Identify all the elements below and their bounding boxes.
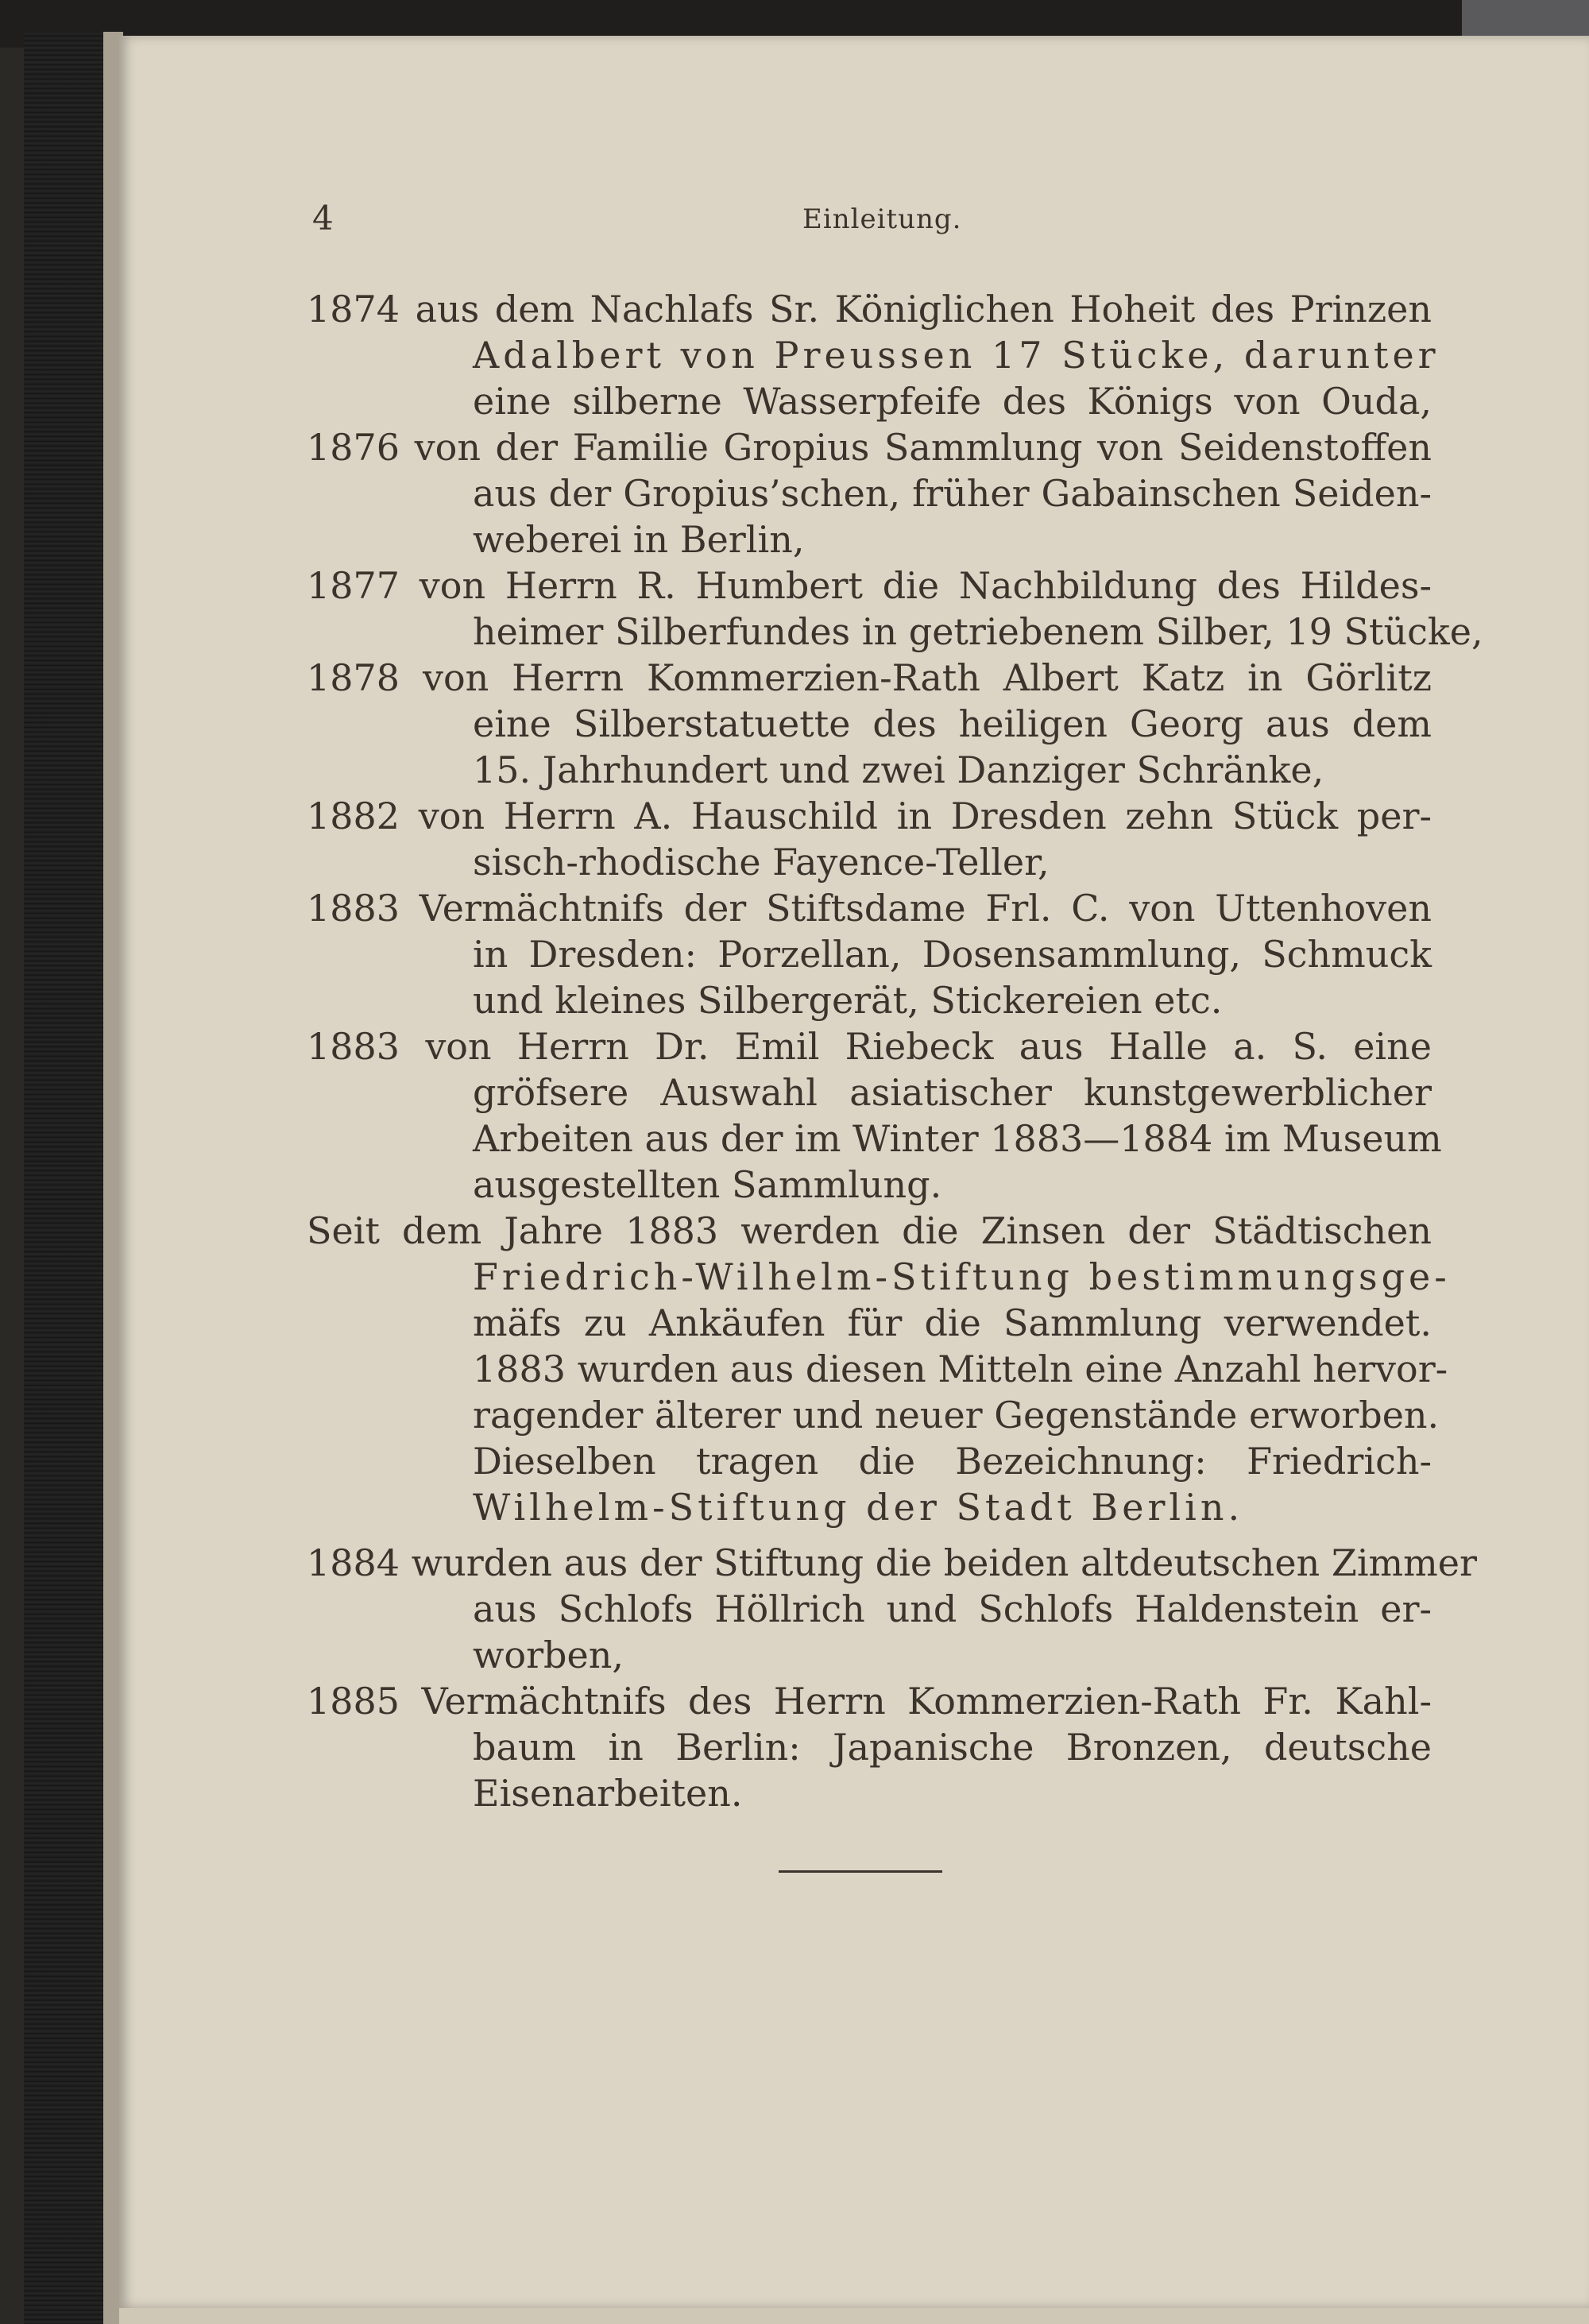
text-line: 1874 aus dem Nachlafs Sr. Königlichen Hoheit des Prinzen <box>307 288 1432 331</box>
running-header: Einleitung. <box>802 203 962 235</box>
text-line: weberei in Berlin, <box>473 518 805 561</box>
text-line: und kleines Silbergerät, Stickereien etc. <box>473 979 1223 1022</box>
text-line: Friedrich-Wilhelm-Stiftung bestimmungsge- <box>473 1255 1451 1298</box>
text-line: worben, <box>473 1634 624 1676</box>
text-line: in Dresden: Porzellan, Dosensammlung, Schmuck <box>473 933 1432 976</box>
text-line: heimer Silberfundes in getriebenem Silber, 19 Stücke, <box>473 610 1483 653</box>
text-line: Wilhelm-Stiftung der Stadt Berlin. <box>473 1486 1244 1529</box>
text-line: 1885 Vermächtnifs des Herrn Kommerzien-Rath Fr. Kahl- <box>307 1680 1432 1723</box>
text-line: Eisenarbeiten. <box>473 1772 743 1815</box>
text-line: 15. Jahrhundert und zwei Danziger Schränke, <box>473 748 1324 791</box>
text-line: eine Silberstatuette des heiligen Georg aus dem <box>473 702 1432 745</box>
text-line: Adalbert von Preussen 17 Stücke, darunter <box>473 334 1440 377</box>
text-line: 1883 von Herrn Dr. Emil Riebeck aus Halle a. S. eine <box>307 1025 1432 1068</box>
text-line: aus Schlofs Höllrich und Schlofs Haldenstein er- <box>473 1587 1432 1630</box>
text-line: 1876 von der Familie Gropius Sammlung von Seidenstoffen <box>307 426 1432 469</box>
text-line: mäfs zu Ankäufen für die Sammlung verwendet. <box>473 1301 1432 1344</box>
text-line: 1883 wurden aus diesen Mitteln eine Anzahl hervor- <box>473 1348 1448 1390</box>
text-line: 1882 von Herrn A. Hauschild in Dresden zehn Stück per- <box>307 795 1432 837</box>
text-line: 1883 Vermächtnifs der Stiftsdame Frl. C. von Uttenhoven <box>307 887 1432 930</box>
section-end-rule <box>779 1870 942 1873</box>
text-line: Dieselben tragen die Bezeichnung: Friedrich- <box>473 1440 1432 1483</box>
text-line: ausgestellten Sammlung. <box>473 1163 942 1206</box>
text-line: gröfsere Auswahl asiatischer kunstgewerblicher <box>473 1071 1432 1114</box>
text-line: Arbeiten aus der im Winter 1883—1884 im Museum <box>473 1117 1442 1160</box>
text-line: 1877 von Herrn R. Humbert die Nachbildung des Hildes- <box>307 564 1432 607</box>
text-line: sisch-rhodische Fayence-Teller, <box>473 841 1050 884</box>
text-line: ragender älterer und neuer Gegenstände erworben. <box>473 1394 1440 1437</box>
page-bottom-edge <box>119 2308 1589 2324</box>
text-line: eine silberne Wasserpfeife des Königs von Ouda, <box>473 380 1432 423</box>
text-line: 1878 von Herrn Kommerzien-Rath Albert Katz in Görlitz <box>307 656 1432 699</box>
text-line: baum in Berlin: Japanische Bronzen, deutsche <box>473 1726 1432 1769</box>
text-line: Seit dem Jahre 1883 werden die Zinsen der Städtischen <box>307 1209 1432 1252</box>
text-line: aus der Gropius’schen, früher Gabainschen Seiden- <box>473 472 1432 515</box>
page-number: 4 <box>312 199 334 238</box>
text-line: 1884 wurden aus der Stiftung die beiden altdeutschen Zimmer <box>307 1541 1477 1584</box>
